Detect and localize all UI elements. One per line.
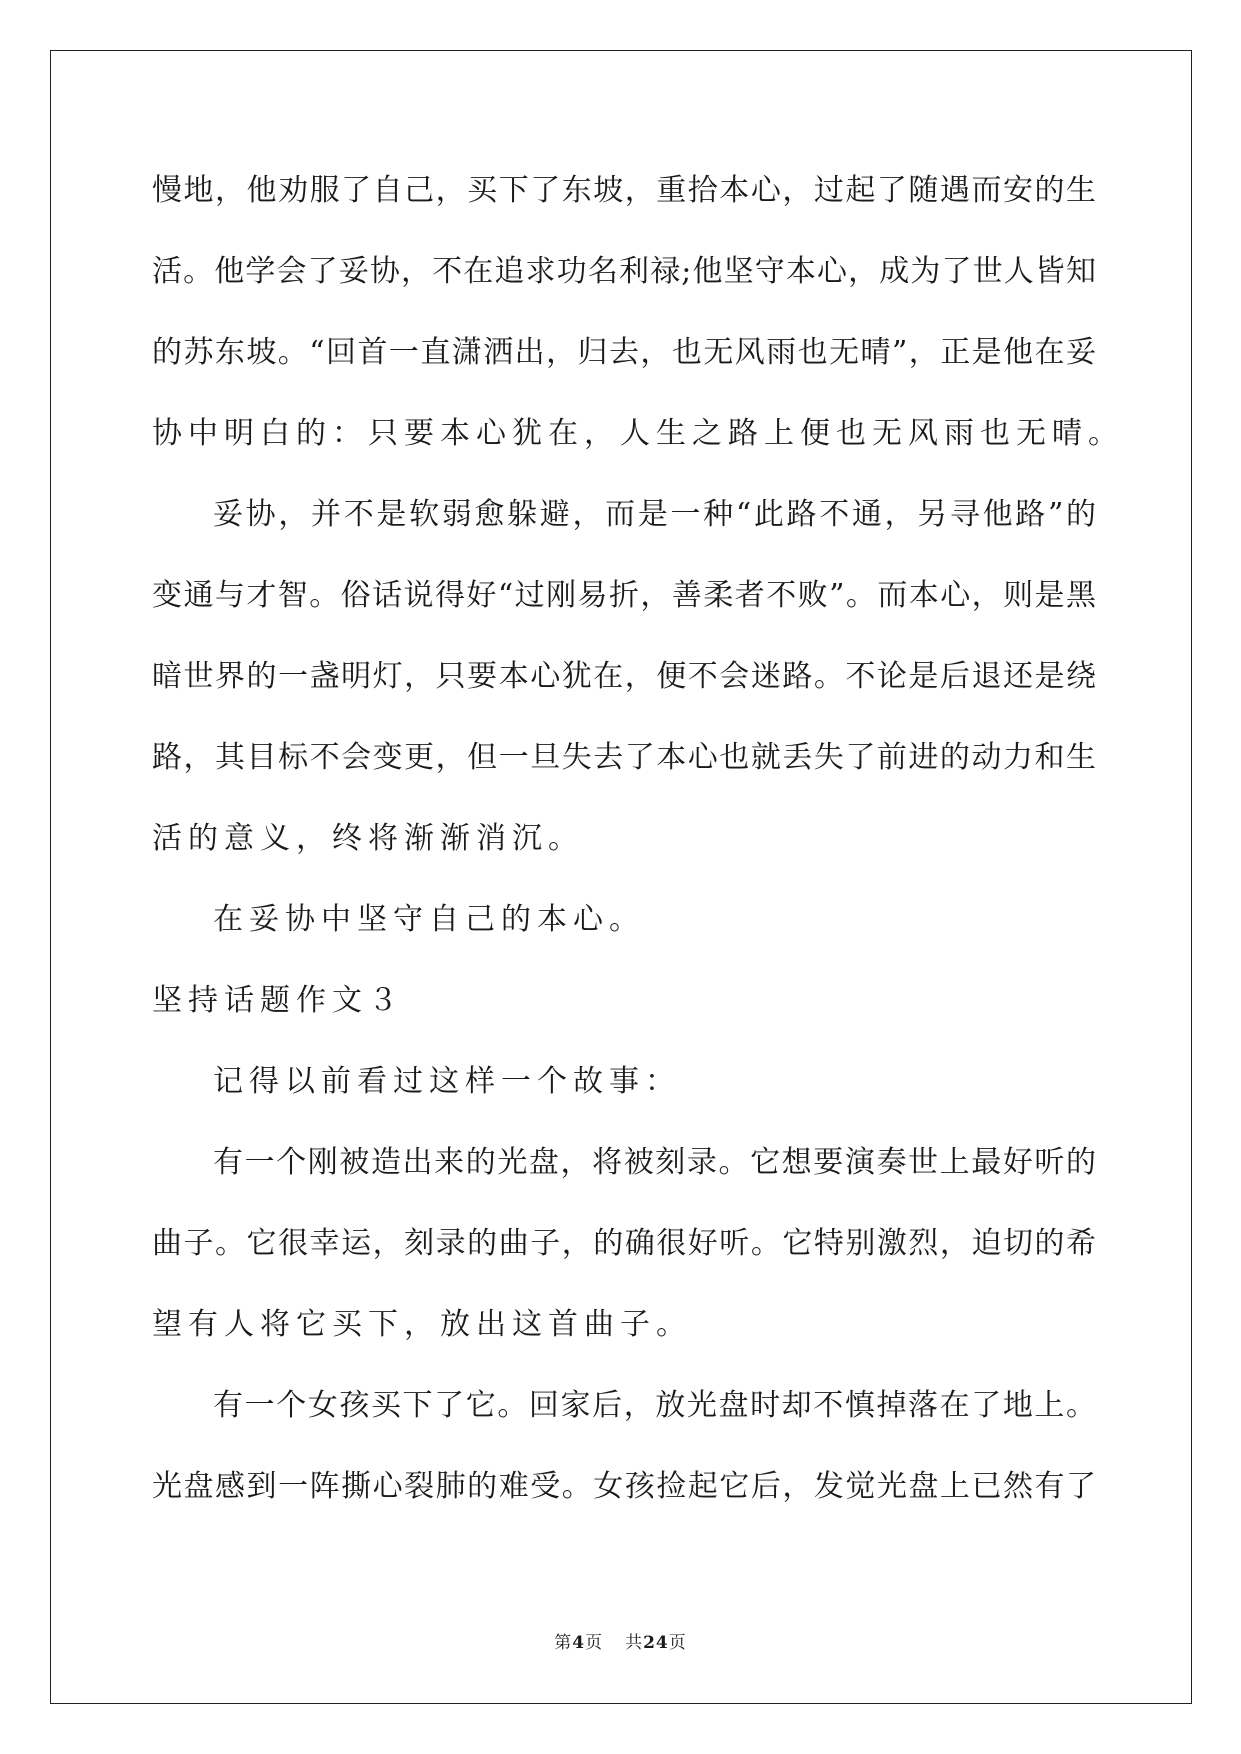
text-line: 望有人将它买下，放出这首曲子。 xyxy=(152,1307,692,1342)
text-line: 曲子。它很幸运，刻录的曲子，的确很好听。它特别激烈，迫切的希 xyxy=(152,1226,1096,1261)
page-current: 4 xyxy=(572,1633,586,1653)
text-line: 路，其目标不会变更，但一旦失去了本心也就丢失了前进的动力和生 xyxy=(152,740,1096,775)
text-line: 协中明白的：只要本心犹在，人生之路上便也无风雨也无晴。 xyxy=(152,416,1124,451)
page-suffix: 页 xyxy=(585,1633,604,1653)
text-line: 妥协，并不是软弱愈躲避，而是一种“此路不通，另寻他路”的 xyxy=(213,497,1096,532)
page-footer xyxy=(0,1628,1241,1653)
text-line: 在妥协中坚守自己的本心。 xyxy=(213,902,645,937)
text-line: 变通与才智。俗话说得好“过刚易折，善柔者不败”。而本心，则是黑 xyxy=(152,578,1096,613)
page-prefix: 第 xyxy=(554,1633,573,1653)
text-line: 活。他学会了妥协，不在追求功名利禄;他坚守本心，成为了世人皆知 xyxy=(152,254,1096,289)
text-line: 坚持话题作文３ xyxy=(152,983,404,1018)
text-line: 活的意义，终将渐渐消沉。 xyxy=(152,821,584,856)
text-line: 慢地，他劝服了自己，买下了东坡，重拾本心，过起了随遇而安的生 xyxy=(152,173,1096,208)
text-line: 记得以前看过这样一个故事： xyxy=(213,1064,681,1099)
text-line: 有一个刚被造出来的光盘，将被刻录。它想要演奏世上最好听的 xyxy=(213,1145,1096,1180)
text-line: 的苏东坡。“回首一直潇洒出，归去，也无风雨也无晴”，正是他在妥 xyxy=(152,335,1096,370)
page-total: 24 xyxy=(643,1633,669,1653)
total-prefix: 共 xyxy=(625,1633,644,1653)
document-body xyxy=(152,166,1124,1543)
text-line: 光盘感到一阵撕心裂肺的难受。女孩捡起它后，发觉光盘上已然有了 xyxy=(152,1469,1096,1504)
text-line: 有一个女孩买下了它。回家后，放光盘时却不慎掉落在了地上。 xyxy=(213,1388,1096,1423)
total-suffix: 页 xyxy=(668,1633,687,1653)
text-line: 暗世界的一盏明灯，只要本心犹在，便不会迷路。不论是后退还是绕 xyxy=(152,659,1096,694)
